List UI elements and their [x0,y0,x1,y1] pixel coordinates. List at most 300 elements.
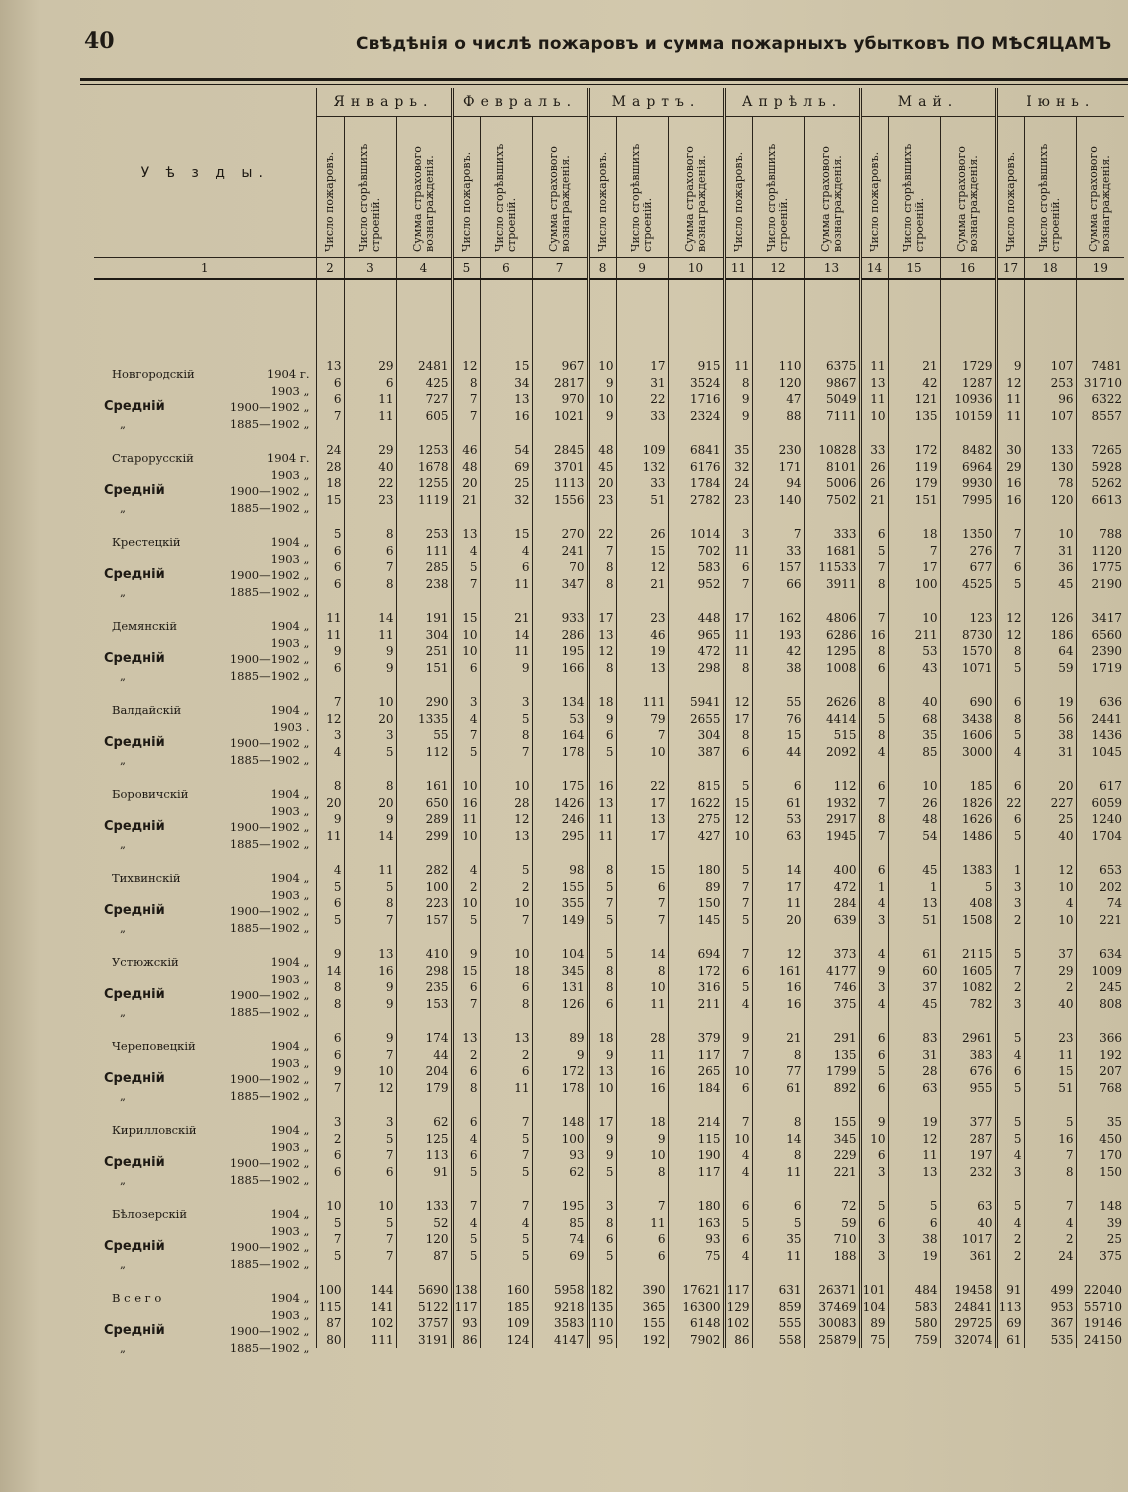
value-cell: 113 [996,1299,1024,1316]
value-cell: 9 [480,660,532,677]
value-cell: 10 [452,778,480,795]
spacer-row [94,1180,1124,1198]
value-cell: 5262 [1076,475,1124,492]
value-cell: 7111 [804,408,860,425]
table-row [94,811,1124,828]
value-cell: 7 [344,1147,396,1164]
subcolumn-label: Число пожаровъ. [867,151,881,252]
value-cell: 100 [316,1282,344,1299]
value-cell: 17 [724,711,752,728]
value-cell: 55710 [1076,1299,1124,1316]
average-label: Средній [104,1155,165,1171]
value-cell: 8 [480,996,532,1013]
value-cell: 759 [888,1332,940,1349]
value-cell: 12 [1024,862,1076,879]
value-cell: 1287 [940,375,996,392]
value-cell: 965 [668,627,724,644]
value-cell: 5 [724,979,752,996]
value-cell: 8 [752,1147,804,1164]
value-cell: 1119 [396,492,452,509]
row-label [94,1315,316,1339]
column-number: 3 [344,258,396,280]
value-cell: 1729 [940,358,996,375]
value-cell: 6 [860,862,888,879]
value-cell: 8 [588,862,616,879]
value-cell: 74 [1076,895,1124,912]
value-cell: 2481 [396,358,452,375]
value-cell: 12 [996,610,1024,627]
month-header: Апрѣль. [724,88,860,117]
value-cell: 4 [724,1164,752,1181]
page-title: Свѣдѣнія о числѣ пожаровъ и сумма пожарныхъ убытковъ ПО МѢСЯЦАМЪ [356,34,1112,54]
value-cell: 580 [888,1315,940,1332]
value-cell: 4 [860,744,888,761]
value-cell: 9 [616,1131,668,1148]
value-cell: 44 [752,744,804,761]
value-cell: 10 [616,1147,668,1164]
value-cell: 7 [724,1114,752,1131]
value-cell: 304 [668,727,724,744]
value-cell: 11 [316,610,344,627]
value-cell: 5 [344,1215,396,1232]
value-cell: 9 [588,1147,616,1164]
value-cell: 111 [396,543,452,560]
year-label: 1900—1902 „ [229,988,310,1003]
value-cell: 5122 [396,1299,452,1316]
value-cell: 11 [480,643,532,660]
value-cell: 161 [752,963,804,980]
ditto-mark: „ [120,1004,126,1019]
value-cell: 6 [316,559,344,576]
value-cell: 276 [940,543,996,560]
value-cell: 61 [996,1332,1024,1349]
value-cell: 120 [396,1231,452,1248]
value-cell: 31 [1024,543,1076,560]
value-cell: 10 [344,1198,396,1215]
value-cell: 1021 [532,408,588,425]
value-cell: 17 [588,1114,616,1131]
value-cell: 2441 [1076,711,1124,728]
row-label [94,492,316,515]
value-cell: 4147 [532,1332,588,1349]
year-label: 1885—1902 „ [229,1256,310,1271]
value-cell: 10159 [940,408,996,425]
value-cell: 5 [588,1164,616,1181]
value-cell: 125 [396,1131,452,1148]
value-cell: 140 [752,492,804,509]
page-number: 40 [84,28,115,54]
value-cell: 5 [316,912,344,929]
year-label: 1904 г. [266,451,310,466]
value-cell: 185 [940,778,996,795]
value-cell: 1426 [532,795,588,812]
value-cell: 1008 [804,660,860,677]
ditto-mark: „ [120,668,126,683]
subcolumn-label: Число пожаровъ. [323,151,336,252]
subcolumn-header [888,117,940,258]
value-cell: 29 [1024,963,1076,980]
value-cell: 18 [588,694,616,711]
value-cell: 6 [752,778,804,795]
value-cell: 5 [752,1215,804,1232]
value-cell: 61 [888,946,940,963]
row-label [94,442,316,466]
average-label: Средній [104,1239,165,1255]
district-name: Тихвинскій [112,871,181,886]
value-cell: 20 [452,475,480,492]
value-cell: 6 [344,375,396,392]
value-cell: 18 [616,1114,668,1131]
value-cell: 6 [588,996,616,1013]
value-cell: 10 [588,1080,616,1097]
value-cell: 3 [860,1231,888,1248]
value-cell: 8 [344,576,396,593]
value-cell: 150 [668,895,724,912]
spacer-row [94,1096,1124,1114]
value-cell: 160 [480,1282,532,1299]
value-cell: 59 [804,1215,860,1232]
value-cell: 40 [940,1215,996,1232]
value-cell: 31710 [1076,375,1124,392]
year-label: 1904 „ [270,535,310,550]
value-cell: 6 [860,526,888,543]
value-cell: 8 [316,778,344,795]
year-label: 1885—1902 „ [229,584,310,599]
year-label: 1903 . [272,719,310,734]
year-label: 1904 „ [270,703,310,718]
average-label: Средній [104,567,165,583]
value-cell: 68 [888,711,940,728]
subcolumn-header [396,117,452,258]
table-row [94,1231,1124,1248]
value-cell: 9867 [804,375,860,392]
value-cell: 265 [668,1063,724,1080]
value-cell: 184 [668,1080,724,1097]
value-cell: 4 [860,946,888,963]
value-cell: 2 [452,879,480,896]
value-cell: 63 [888,1080,940,1097]
column-number: 10 [668,258,724,280]
value-cell: 5 [480,711,532,728]
value-cell: 8 [588,576,616,593]
value-cell: 515 [804,727,860,744]
value-cell: 96 [1024,391,1076,408]
subcolumn-header [724,117,752,258]
value-cell: 4 [996,1147,1024,1164]
value-cell: 31 [616,375,668,392]
value-cell: 5 [344,879,396,896]
value-cell: 6 [452,1114,480,1131]
value-cell: 3701 [532,459,588,476]
value-cell: 22 [996,795,1024,812]
value-cell: 48 [888,811,940,828]
year-label: 1904 „ [270,787,310,802]
year-label: 1885—1902 „ [229,500,310,515]
value-cell: 808 [1076,996,1124,1013]
value-cell: 6 [316,1030,344,1047]
value-cell: 6 [588,727,616,744]
value-cell: 246 [532,811,588,828]
value-cell: 29 [344,358,396,375]
value-cell: 11 [452,811,480,828]
value-cell: 8730 [940,627,996,644]
row-label [94,1164,316,1187]
value-cell: 60 [888,963,940,980]
value-cell: 12 [996,627,1024,644]
value-cell: 5 [860,711,888,728]
value-cell: 129 [724,1299,752,1316]
value-cell: 174 [396,1030,452,1047]
year-label: 1903 „ [270,1223,310,1238]
value-cell: 7 [452,1198,480,1215]
value-cell: 21 [860,492,888,509]
value-cell: 9 [588,1047,616,1064]
value-cell: 23 [344,492,396,509]
value-cell: 5 [996,660,1024,677]
ditto-mark: „ [120,836,126,851]
value-cell: 2626 [804,694,860,711]
table-row [94,879,1124,896]
value-cell: 4 [860,895,888,912]
value-cell: 112 [804,778,860,795]
value-cell: 61 [752,1080,804,1097]
value-cell: 24 [724,475,752,492]
value-cell: 188 [804,1248,860,1265]
value-cell: 535 [1024,1332,1076,1349]
ditto-mark: „ [120,500,126,515]
value-cell: 5 [996,1030,1024,1047]
value-cell: 7 [752,526,804,543]
value-cell: 121 [888,391,940,408]
value-cell: 1383 [940,862,996,879]
value-cell: 11 [480,1080,532,1097]
value-cell: 135 [888,408,940,425]
value-cell: 85 [532,1215,588,1232]
value-cell: 13 [316,358,344,375]
value-cell: 7 [860,559,888,576]
value-cell: 448 [668,610,724,627]
value-cell: 11 [344,862,396,879]
value-cell: 7 [452,391,480,408]
value-cell: 9930 [940,475,996,492]
value-cell: 12 [752,946,804,963]
value-cell: 7 [344,912,396,929]
value-cell: 162 [752,610,804,627]
value-cell: 5 [724,1215,752,1232]
value-cell: 124 [480,1332,532,1349]
value-cell: 10 [452,627,480,644]
value-cell: 102 [724,1315,752,1332]
value-cell: 157 [396,912,452,929]
value-cell: 11 [316,828,344,845]
value-cell: 6 [888,1215,940,1232]
value-cell: 14 [344,610,396,627]
spacer-row [94,760,1124,778]
value-cell: 109 [616,442,668,459]
value-cell: 6 [344,1164,396,1181]
value-cell: 40 [888,694,940,711]
value-cell: 4806 [804,610,860,627]
value-cell: 17 [588,610,616,627]
value-cell: 7 [860,828,888,845]
value-cell: 4 [452,862,480,879]
value-cell: 345 [532,963,588,980]
subcolumn-label: Число сгорѣвшихъ строеній. [357,143,382,252]
value-cell: 676 [940,1063,996,1080]
value-cell: 7 [452,408,480,425]
value-cell: 2 [1024,979,1076,996]
ditto-mark: „ [120,1256,126,1271]
value-cell: 4 [724,996,752,1013]
value-cell: 14 [752,1131,804,1148]
value-cell: 148 [532,1114,588,1131]
row-label [94,996,316,1019]
value-cell: 55 [396,727,452,744]
row-label [94,1030,316,1054]
value-cell: 10 [452,643,480,660]
value-cell: 9 [588,408,616,425]
value-cell: 892 [804,1080,860,1097]
value-cell: 5006 [804,475,860,492]
value-cell: 197 [940,1147,996,1164]
value-cell: 55 [752,694,804,711]
table-row [94,727,1124,744]
value-cell: 9 [996,358,1024,375]
value-cell: 110 [588,1315,616,1332]
value-cell: 10 [344,1063,396,1080]
table-row [94,1315,1124,1332]
value-cell: 16 [588,778,616,795]
subcolumn-header [668,117,724,258]
value-cell: 13 [888,1164,940,1181]
month-header-row [94,88,1124,117]
value-cell: 123 [940,610,996,627]
value-cell: 6375 [804,358,860,375]
value-cell: 5 [452,1231,480,1248]
value-cell: 78 [1024,475,1076,492]
value-cell: 12 [996,375,1024,392]
value-cell: 172 [888,442,940,459]
row-label [94,1332,316,1355]
table-row [94,862,1124,879]
subcolumn-label: Число сгорѣвшихъ строеній. [493,143,518,252]
value-cell: 6 [860,1147,888,1164]
value-cell: 63 [940,1198,996,1215]
value-cell: 5 [588,946,616,963]
year-label: 1900—1902 „ [229,1240,310,1255]
table-row [94,895,1124,912]
row-label [94,979,316,1003]
year-label: 1885—1902 „ [229,1172,310,1187]
value-cell: 1436 [1076,727,1124,744]
value-cell: 11 [752,1164,804,1181]
average-label: Средній [104,399,165,415]
value-cell: 117 [724,1282,752,1299]
value-cell: 11 [344,408,396,425]
table-row [94,1248,1124,1265]
value-cell: 285 [396,559,452,576]
value-cell: 1253 [396,442,452,459]
value-cell: 355 [532,895,588,912]
month-header: Январь. [316,88,452,117]
value-cell: 1071 [940,660,996,677]
value-cell: 241 [532,543,588,560]
value-cell: 8 [588,1215,616,1232]
subcolumn-header [1076,117,1124,258]
row-label [94,795,316,818]
value-cell: 383 [940,1047,996,1064]
column-number: 16 [940,258,996,280]
spacer-row [94,306,1124,332]
value-cell: 10 [344,694,396,711]
value-cell: 148 [1076,1198,1124,1215]
value-cell: 2324 [668,408,724,425]
value-cell: 89 [860,1315,888,1332]
value-cell: 295 [532,828,588,845]
value-cell: 107 [1024,358,1076,375]
row-label [94,1147,316,1171]
year-label: 1903 „ [270,635,310,650]
column-number: 14 [860,258,888,280]
value-cell: 6 [452,1063,480,1080]
column-number: 2 [316,258,344,280]
average-label: Средній [104,735,165,751]
column-number: 5 [452,258,480,280]
district-name: Устюжскій [112,955,179,970]
value-cell: 8 [344,526,396,543]
value-cell: 7 [480,1114,532,1131]
value-cell: 28 [888,1063,940,1080]
value-cell: 4 [480,543,532,560]
value-cell: 5 [996,828,1024,845]
value-cell: 5 [860,543,888,560]
value-cell: 6613 [1076,492,1124,509]
value-cell: 155 [616,1315,668,1332]
value-cell: 6560 [1076,627,1124,644]
value-cell: 5 [452,1248,480,1265]
year-label: 1900—1902 „ [229,736,310,751]
row-label [94,475,316,499]
value-cell: 1 [888,879,940,896]
value-cell: 163 [668,1215,724,1232]
value-cell: 7 [996,543,1024,560]
value-cell: 20 [316,795,344,812]
value-cell: 17 [616,358,668,375]
value-cell: 79 [616,711,668,728]
ditto-mark: „ [120,416,126,431]
value-cell: 9218 [532,1299,588,1316]
value-cell: 10 [316,1198,344,1215]
value-cell: 8 [616,963,668,980]
value-cell: 4 [316,862,344,879]
table-row [94,963,1124,980]
value-cell: 2 [996,1248,1024,1265]
value-cell: 1082 [940,979,996,996]
year-label: 1903 „ [270,1055,310,1070]
value-cell: 211 [888,627,940,644]
value-cell: 6176 [668,459,724,476]
value-cell: 1045 [1076,744,1124,761]
value-cell: 53 [532,711,588,728]
ditto-mark: „ [120,1340,126,1355]
value-cell: 11 [480,576,532,593]
month-header: Іюнь. [996,88,1124,117]
value-cell: 2782 [668,492,724,509]
value-cell: 8 [752,1047,804,1064]
value-cell: 22 [588,526,616,543]
table-row [94,627,1124,644]
value-cell: 21 [480,610,532,627]
